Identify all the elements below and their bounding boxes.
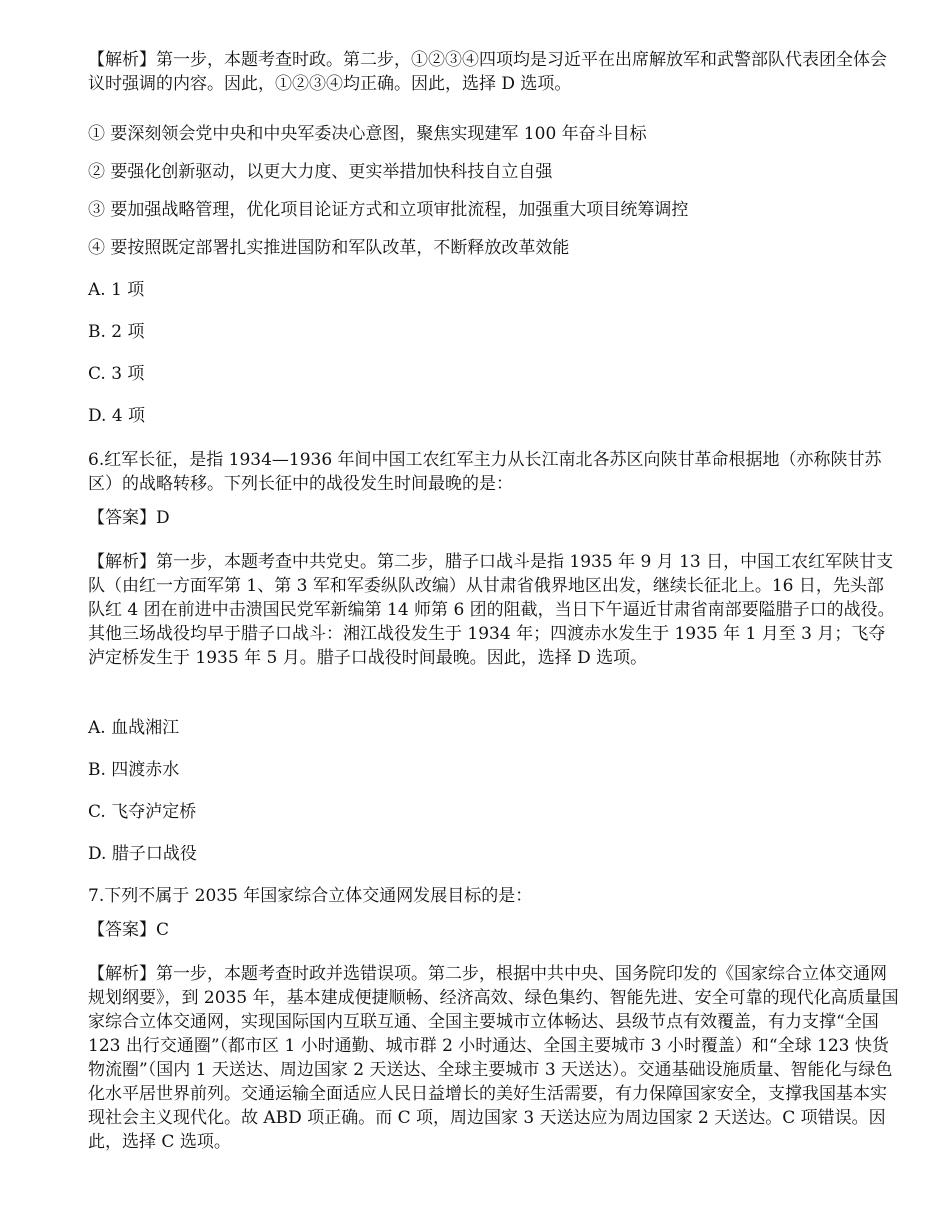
q5-option-c: C. 3 项 <box>88 364 145 384</box>
q6-option-a: A. 血战湘江 <box>88 718 180 738</box>
q6-option-d: D. 腊子口战役 <box>88 844 197 864</box>
q5-option-a: A. 1 项 <box>88 280 145 300</box>
q5-item-2: ② 要强化创新驱动，以更大力度、更实举措加快科技自立自强 <box>88 162 553 182</box>
q7-question: 7.下列不属于 2035 年国家综合立体交通网发展目标的是： <box>88 886 533 906</box>
q6-option-c: C. 飞夺泸定桥 <box>88 802 197 822</box>
q6-answer: 【答案】D <box>88 508 170 528</box>
q6-option-b: B. 四渡赤水 <box>88 760 180 780</box>
q6-question: 6.红军长征，是指 1934—1936 年间中国工农红军主力从长江南北各苏区向陕甘革命根据地（亦称陕甘苏区）的战略转移。下列长征中的战役发生时间最晚的是： <box>88 450 882 494</box>
q7-explanation: 【解析】第一步，本题考查时政并选错误项。第二步，根据中共中央、国务院印发的《国家综合立体交通网规划纲要》，到 2035 年，基本建成便捷顺畅、经济高效、绿色集约、智能先进、安全可靠的现代化高质量国家综合立体交通网，实现国际国内互联互通、全国主要城市立体畅达、县级节点有效覆盖，有力支撑“全国 123 出行交通圈”（都市区 1 小时通勤、城市群 2 小时通达、全国主要城市 3 小时覆盖）和“全球 123 快货物流圈”（国内 1 天送达、周边国家 2 天送达、全球主要城市 3 天送达）。交通基础设施质量、智能化与绿色化水平居世界前列。交通运输全面适应人民日益增长的美好生活需要，有力保障国家安全，支撑我国基本实现社会主义现代化。故 ABD 项正确。而 C 项，周边国家 3 天送达应为周边国家 2 天送达。C 项错误。因此，选择 C 选项。 <box>88 964 899 1152</box>
q5-item-4: ④ 要按照既定部署扎实推进国防和军队改革，不断释放改革效能 <box>88 238 570 258</box>
q5-option-d: D. 4 项 <box>88 406 146 426</box>
q5-item-1: ① 要深刻领会党中央和中央军委决心意图，聚焦实现建军 100 年奋斗目标 <box>88 124 647 144</box>
q5-item-3: ③ 要加强战略管理，优化项目论证方式和立项审批流程，加强重大项目统筹调控 <box>88 200 689 220</box>
q5-option-b: B. 2 项 <box>88 322 145 342</box>
q6-explanation: 【解析】第一步，本题考查中共党史。第二步，腊子口战斗是指 1935 年 9 月 13 日，中国工农红军陕甘支队（由红一方面军第 1、第 3 军和军委纵队改编）从甘肃省俄界地区出发，继续长征北上。16 日，先头部队红 4 团在前进中击溃国民党军新编第 14 师第 6 团的阻截，当日下午逼近甘肃省南部要隘腊子口的战役。其他三场战役均早于腊子口战斗：湘江战役发生于 1934 年；四渡赤水发生于 1935 年 1 月至 3 月；飞夺泸定桥发生于 1935 年 5 月。腊子口战役时间最晚。因此，选择 D 选项。 <box>88 552 895 668</box>
q7-answer: 【答案】C <box>88 920 170 940</box>
q5-explanation: 【解析】第一步，本题考查时政。第二步，①②③④四项均是习近平在出席解放军和武警部队代表团全体会议时强调的内容。因此，①②③④均正确。因此，选择 D 选项。 <box>88 50 887 94</box>
